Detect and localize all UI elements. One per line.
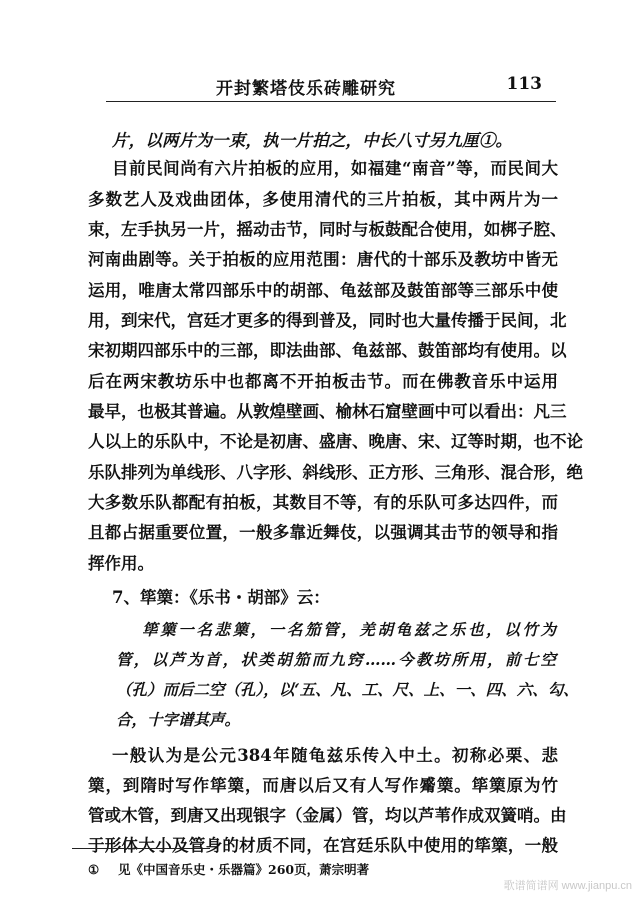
text-line: 目前民间尚有六片拍板的应用，如福建“南音”等，而民间大 [112, 159, 558, 178]
text-line: 运用，唯唐太常四部乐中的胡部、龟兹部及鼓笛部等三部乐中使 [88, 281, 558, 300]
quote-line: 合，十字谱其声。 [116, 710, 241, 729]
quote-line: （孔）而后二空（孔），以‘五、凡、工、尺、上、一、四、六、勾、 [116, 680, 579, 699]
header-title: 开封繁塔伎乐砖雕研究 [216, 79, 396, 99]
section-heading: 7、筚篥：《乐书・胡部》云： [112, 588, 330, 607]
text-line: 宋初期四部乐中的三部，即法曲部、龟兹部、鼓笛部均有使用。以 [88, 341, 567, 360]
text-line: 河南曲剧等。关于拍板的应用范围：唐代的十部乐及教坊中皆无 [88, 250, 558, 269]
text-line: 最早，也极其普遍。从敦煌壁画、榆林石窟壁画中可以看出：凡三 [88, 402, 567, 421]
footnote-rule [72, 848, 210, 849]
text-line: 管或木管，到唐又出现银字（金属）管，均以芦苇作成双簧哨。由 [88, 806, 567, 825]
footnote-marker: ① [88, 862, 100, 877]
header-rule [106, 101, 556, 102]
text-line: 人以上的乐队中，不论是初唐、盛唐、晚唐、宋、辽等时期，也不论 [88, 432, 583, 451]
text-line: 挥作用。 [88, 554, 154, 573]
page-header [106, 62, 556, 102]
watermark: 歌谱简谱网 www.jianpu.cn [503, 880, 632, 892]
footnote [88, 860, 369, 878]
text-line: 篥，到隋时写作筚篥，而唐以后又有人写作觱篥。筚篥原为竹 [88, 776, 558, 795]
text-line: 且都占据重要位置，一般多靠近舞伎，以强调其击节的领导和指 [88, 523, 558, 542]
text-line: 乐队排列为单线形、八字形、斜线形、正方形、三角形、混合形，绝 [88, 463, 583, 482]
text-line: 后在两宋教坊乐中也都离不开拍板击节。而在佛教音乐中运用 [88, 372, 558, 391]
text-line: 用，到宋代，宫廷才更多的得到普及，同时也大量传播于民间，北 [88, 311, 567, 330]
text-line: 片，以两片为一束，执一片拍之，中长八寸另九厘①。 [112, 131, 512, 150]
text-line: 束，左手执另一片，摇动击节，同时与板鼓配合使用，如梆子腔、 [88, 220, 567, 239]
text-line: 于形体大小及管身的材质不同，在宫廷乐队中使用的筚篥，一般 [88, 836, 558, 855]
text-line: 多数艺人及戏曲团体，多使用清代的三片拍板，其中两片为一 [88, 190, 558, 209]
quote-line: 筚篥一名悲篥，一名笳管，羌胡龟兹之乐也，以竹为 [142, 620, 556, 639]
quote-line: 管，以芦为首，状类胡笳而九窍……今教坊所用，前七空 [116, 650, 556, 669]
footnote-text: 见《中国音乐史・乐器篇》260页，萧宗明著 [118, 862, 370, 877]
text-line: 一般认为是公元384年随龟兹乐传入中土。初称必栗、悲 [112, 746, 558, 765]
page-number: 113 [506, 74, 542, 94]
text-line: 大多数乐队都配有拍板，其数目不等，有的乐队可多达四件，而 [88, 493, 558, 512]
